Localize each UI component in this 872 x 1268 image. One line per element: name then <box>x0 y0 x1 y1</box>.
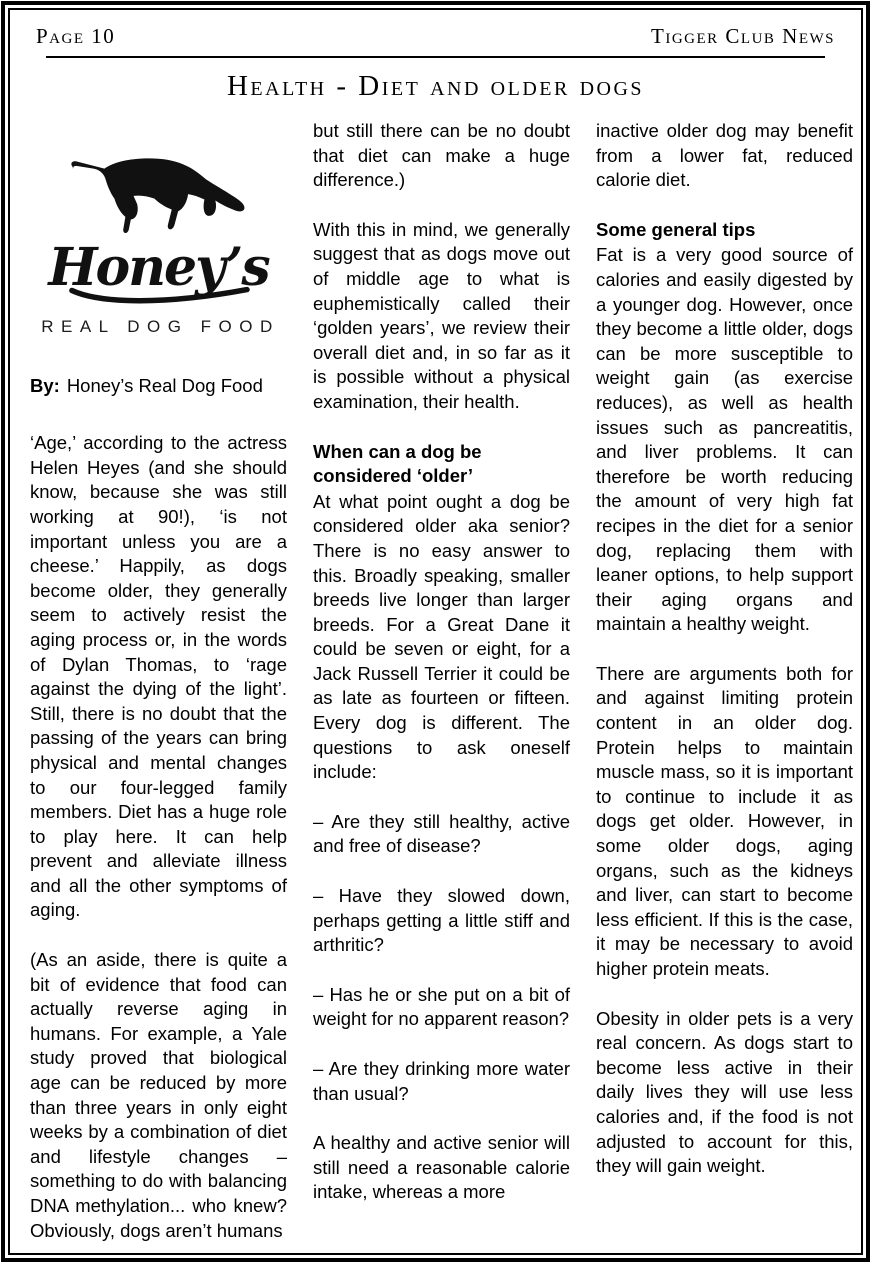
page-border-outer <box>1 1 870 1262</box>
masthead-rule <box>46 56 825 58</box>
paragraph: At what point ought a dog be considered older aka senior? There is no easy answer to this. Broadly speaking, smaller breeds live longer than larger breeds. For a Great Dane it could be seven or eight, for a Jack Russell Terrier it could be as late as fourteen or fifteen. Every dog is different. The questions to ask oneself include: <box>313 490 570 783</box>
column-2 <box>313 119 570 1268</box>
masthead <box>24 20 847 49</box>
paragraph: – Has he or she put on a bit of weight for no apparent reason? <box>313 983 570 1030</box>
paragraph: With this in mind, we generally suggest that as dogs move out of middle age to what is euphemistically called their ‘golden years’, we review their overall diet and, in so far as it is possible without a physical examination, their health. <box>313 218 570 412</box>
paragraph: There are arguments both for and against limiting protein content in an older dog. Protein helps to maintain muscle mass, so it is important to continue to include it as dogs get older. However, in some older dogs, aging organs, such as the kidneys and liver, can start to become less efficient. If this is the case, it may be necessary to avoid higher protein meats. <box>596 662 853 979</box>
byline-label: By: <box>30 374 60 396</box>
paragraph: Obesity in older pets is a very real concern. As dogs start to become less active in their daily lives they will use less calories and, if the food is not adjusted to account for this, they will gain weight. <box>596 1007 853 1177</box>
publication-name: Tigger Club News <box>651 24 835 48</box>
page-number: Page 10 <box>36 24 116 48</box>
paragraph: – Have they slowed down, perhaps getting a little stiff and arthritic? <box>313 885 570 956</box>
paragraph: ‘Age,’ according to the actress Helen Heyes (and she should know, because she was still working at 90!), ‘is not important unless you are a cheese.’ Happily, as dogs become older, they generally seem to actively resist the aging process or, in the words of Dylan Thomas, to ‘rage against the dying of the light’. Still, there is no doubt that the passing of the years can bring physical and mental changes to our four-legged family members. Diet has a huge role to play here. It can help prevent and alleviate illness and all the other symptoms of aging. <box>30 432 287 921</box>
paragraph: (As an aside, there is quite a bit of evidence that food can actually reverse aging in humans. For example, a Yale study proved that biological age can be reduced by more than three years in only eight weeks by a combination of diet and lifestyle changes – something to do with balancing DNA methylation... who knew? Obviously, dogs aren’t humans <box>30 949 287 1241</box>
byline-author: Honey’s Real Dog Food <box>66 374 263 396</box>
logo-tagline: REAL DOG FOOD <box>41 317 280 336</box>
paragraph: inactive older dog may benefit from a lower fat, reduced calorie diet. <box>596 120 853 191</box>
logo-wordmark: Honey’s <box>48 237 269 298</box>
section-heading: When can a dog be considered ‘older’ <box>313 440 482 487</box>
paragraph: – Are they drinking more water than usual? <box>313 1058 570 1104</box>
paragraph: – Are they still healthy, active and free of disease? <box>313 810 570 857</box>
section-heading: Some general tips <box>596 218 756 240</box>
article-columns <box>24 119 853 1268</box>
page-border-inner <box>8 8 863 1255</box>
paragraph: Fat is a very good source of calories and easily digested by a younger dog. However, once they become a little older, dogs can be more susceptible to weight gain (as exercise reduces), as well as health issues such as pancreatitis, and liver problems. It can therefore be worth reducing the amount of very high fat recipes in the diet for a senior dog, replacing them with leaner options, to help support their aging organs and maintain a healthy weight. <box>596 244 853 635</box>
column-3 <box>596 119 853 1268</box>
honeys-logo <box>30 119 287 340</box>
paragraph: but still there can be no doubt that diet can make a huge difference.) <box>313 120 570 191</box>
pointer-dog-silhouette-icon <box>68 145 250 245</box>
byline <box>30 374 287 399</box>
column-1 <box>30 119 287 1268</box>
article-title: Health - Diet and older dogs <box>226 70 645 102</box>
paragraph: A healthy and active senior will still need a reasonable calorie intake, whereas a more <box>313 1132 570 1203</box>
